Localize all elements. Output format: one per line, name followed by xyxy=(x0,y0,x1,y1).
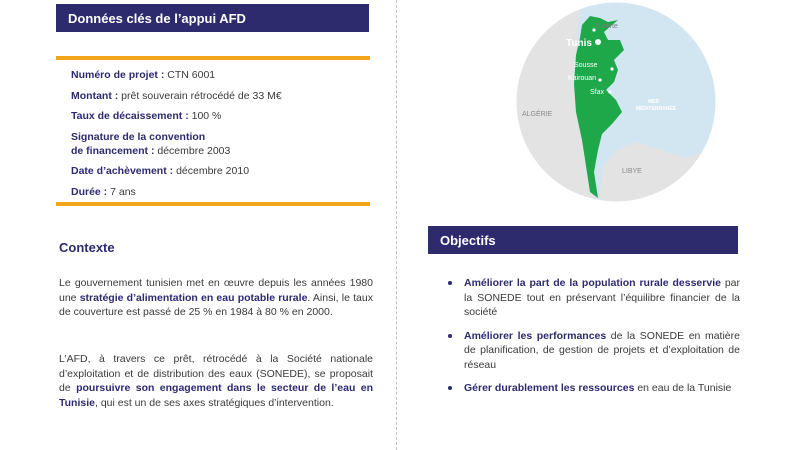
separator: : xyxy=(100,185,111,198)
context-p1-text-a: Le gouvernement tunisien met en œuvre depuis les années 1980 une xyxy=(59,277,373,304)
objective-item xyxy=(448,329,740,373)
top-orange-rule xyxy=(56,56,370,60)
bullet-icon xyxy=(448,281,452,285)
kairouan-dot xyxy=(598,78,601,81)
algeria-label: ALGÉRIE xyxy=(522,111,553,118)
separator: : xyxy=(166,165,177,177)
objectives-list xyxy=(448,276,740,405)
disbursement-value: 100 % xyxy=(191,110,222,122)
duration-row xyxy=(71,185,366,199)
completion-label: Date d’achèvement xyxy=(71,165,167,177)
key-data-title: Données clés de l’appui AFD xyxy=(56,4,369,32)
context-p2-text-a: L’AFD, à travers ce prêt, rétrocédé à la Société nationale d’exploitation et de distribution des eaux (SONEDE), se proposait de xyxy=(59,353,373,394)
bullet-icon xyxy=(448,334,452,338)
duration-label: Durée xyxy=(71,185,101,198)
amount-value: prêt souverain rétrocédé de 33 M€ xyxy=(121,89,282,102)
key-data-list xyxy=(71,68,366,205)
context-heading: Contexte xyxy=(59,240,115,255)
project-number-value: CTN 6001 xyxy=(167,69,216,81)
tunisia-map xyxy=(486,0,746,205)
context-p2-text-c: , qui est un de ses axes stratégiques d’intervention. xyxy=(94,396,334,409)
amount-row xyxy=(71,89,366,103)
tunis-label: Tunis xyxy=(566,38,592,49)
objective-1-text: par la SONEDE tout en préservant l’équilibre financier de la société xyxy=(464,277,740,318)
project-number-row xyxy=(71,68,366,82)
bottom-orange-rule xyxy=(56,202,370,206)
project-number-label: Numéro de projet xyxy=(71,69,158,81)
objective-3-bold: Gérer durablement les ressources xyxy=(464,382,635,394)
sea-label-line1: MER xyxy=(648,99,660,105)
kairouan-label: Kairouan xyxy=(568,75,597,82)
sousse-dot xyxy=(610,67,613,70)
separator: : xyxy=(148,144,158,157)
signature-row xyxy=(71,130,366,158)
sea-label-line2: MÉDITERRANÉE xyxy=(636,106,677,112)
column-divider xyxy=(396,0,397,450)
objective-1-bold: Améliorer la part de la population rurale desservie xyxy=(464,277,721,289)
context-paragraph-1 xyxy=(59,276,373,320)
context-paragraph-2 xyxy=(59,352,373,410)
duration-value: 7 ans xyxy=(110,185,136,198)
objective-item xyxy=(448,381,740,396)
separator: : xyxy=(182,110,192,122)
separator: : xyxy=(157,69,168,81)
libya-label: LIBYE xyxy=(622,168,642,175)
separator: : xyxy=(111,89,122,102)
objective-2-bold: Améliorer les performances xyxy=(464,329,607,342)
objective-item xyxy=(448,276,740,320)
disbursement-label: Taux de décaissement xyxy=(71,110,183,122)
signature-label-line2: de financement xyxy=(71,144,149,157)
sfax-label: Sfax xyxy=(590,89,605,96)
disbursement-row xyxy=(71,109,366,123)
context-p2-bold: poursuivre son engagement dans le secteur de l’eau en Tunisie xyxy=(59,382,373,409)
bizerte-label: Bizerte xyxy=(596,23,618,30)
context-p1-text-c: . Ainsi, le taux de couverture est passé de 25 % en 1984 à 80 % en 2000. xyxy=(59,291,373,318)
amount-label: Montant xyxy=(71,89,112,102)
signature-label-line1: Signature de la convention xyxy=(71,130,206,143)
completion-value: décembre 2010 xyxy=(176,165,250,177)
context-p1-bold: stratégie d’alimentation en eau potable rurale xyxy=(79,291,308,304)
completion-row xyxy=(71,164,366,178)
sfax-dot xyxy=(608,90,611,93)
tunis-dot xyxy=(595,39,601,45)
objective-3-text: en eau de la Tunisie xyxy=(634,382,732,394)
bullet-icon xyxy=(448,386,452,390)
sousse-label: Sousse xyxy=(574,62,598,69)
objective-2-text: de la SONEDE en matière de planification, de gestion de projets et d’exploitation de réseau xyxy=(464,329,740,371)
objectives-title: Objectifs xyxy=(428,226,738,254)
signature-value: décembre 2003 xyxy=(157,144,231,157)
